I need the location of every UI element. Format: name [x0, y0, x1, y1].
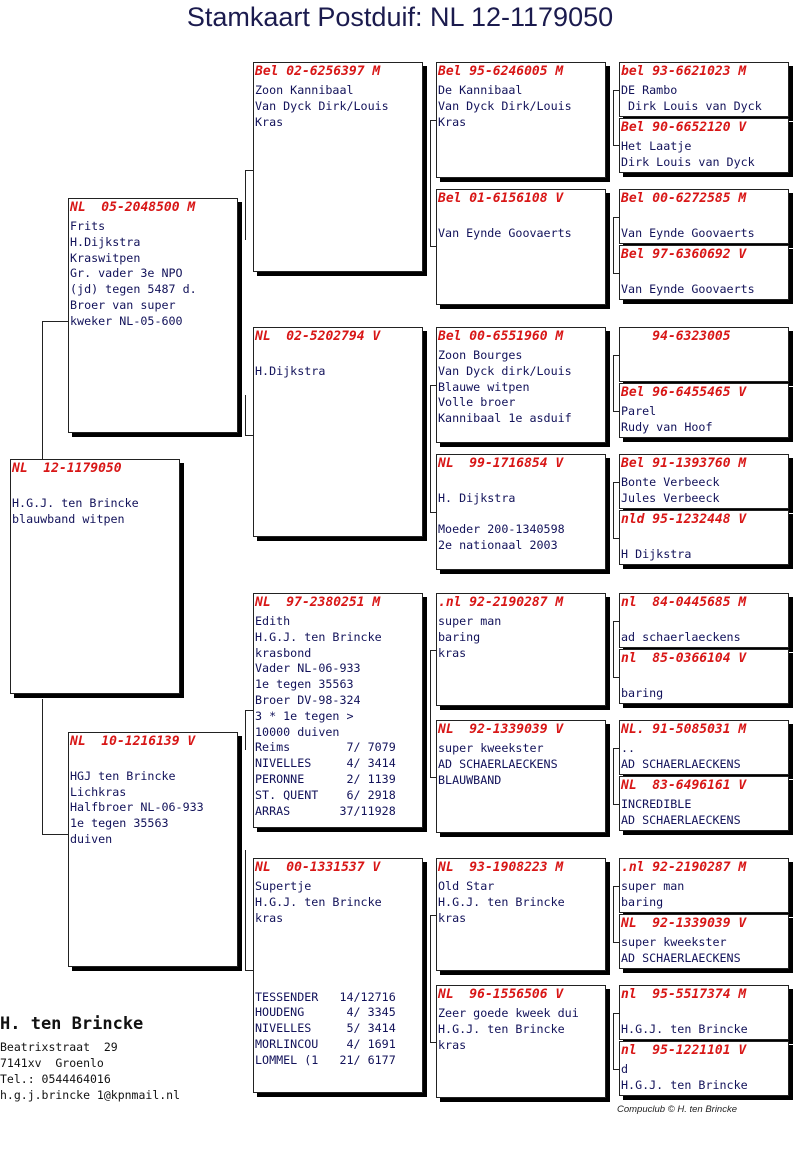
- pedigree-line: NIVELLES 4/ 3414: [255, 756, 396, 771]
- pedigree-line: duiven: [70, 832, 113, 846]
- pigeon-card-g2-ff: [253, 62, 423, 272]
- pigeon-card-g1-mother: [68, 732, 238, 967]
- connector-line: [430, 120, 436, 121]
- ring-number: Bel 00-6551960 M: [438, 329, 564, 344]
- connector-line: [245, 170, 253, 171]
- connector-line: [245, 170, 246, 240]
- pedigree-line: Frits: [70, 219, 106, 233]
- pedigree-line: Moeder 200-1340598: [438, 522, 565, 537]
- pedigree-line: super man: [438, 614, 502, 628]
- ring-number: NL 83-6496161 V: [621, 778, 747, 793]
- connector-line: [430, 120, 431, 246]
- connector-line: [430, 777, 436, 778]
- pedigree-line: blauwband witpen: [12, 511, 125, 526]
- pedigree-line: Dirk Louis van Dyck: [621, 154, 755, 169]
- ring-number: nld 95-1232448 V: [621, 512, 747, 527]
- connector-line: [613, 355, 619, 356]
- pedigree-line: TESSENDER 14/12716: [255, 989, 396, 1004]
- pedigree-line: 1e tegen 35563: [70, 816, 169, 831]
- pedigree-line: H.G.J. ten Brincke: [12, 495, 139, 510]
- pedigree-line: H.Dijkstra: [255, 363, 326, 378]
- connector-line: [613, 482, 614, 538]
- pigeon-card-g3-mmm: [436, 985, 606, 1098]
- pigeon-card-g3-fmm: [436, 454, 606, 570]
- connector-line: [430, 512, 436, 513]
- pedigree-line: HOUDENG 4/ 3345: [255, 1005, 396, 1020]
- pedigree-line: AD SCHAERLAECKENS: [621, 812, 741, 827]
- pedigree-line: Van Dyck Dirk/Louis: [438, 98, 572, 113]
- pigeon-card-g3-mfm: [436, 720, 606, 833]
- pedigree-line: Van Dyck Dirk/Louis: [255, 98, 389, 113]
- pedigree-line: AD SCHAERLAECKENS: [621, 950, 741, 965]
- pedigree-line: Van Dyck dirk/Louis: [438, 363, 572, 378]
- pigeon-card-g4-6: [619, 383, 789, 438]
- ring-number: 94-6323005: [621, 329, 731, 344]
- pedigree-line: ..: [621, 741, 636, 755]
- pedigree-line: LOMMEL (1 21/ 6177: [255, 1052, 396, 1067]
- pedigree-line: PERONNE 2/ 1139: [255, 772, 396, 786]
- pigeon-card-g4-5: [619, 327, 789, 382]
- ring-number: NL 96-1556506 V: [438, 987, 564, 1002]
- ring-number: bel 93-6621023 M: [621, 64, 747, 79]
- pigeon-card-subject: [10, 459, 180, 694]
- connector-line: [613, 273, 619, 274]
- ring-number: nl 84-0445685 M: [621, 595, 747, 610]
- pedigree-line: Halfbroer NL-06-933: [70, 800, 204, 815]
- pigeon-card-g4-2: [619, 118, 789, 173]
- pedigree-line: 3 * 1e tegen >: [255, 708, 354, 723]
- pigeon-card-g2-mf: [253, 593, 423, 828]
- pigeon-card-g4-9: [619, 593, 789, 648]
- connector-line: [613, 748, 619, 749]
- pigeon-card-g3-fff: [436, 62, 606, 178]
- pedigree-line: H Dijkstra: [621, 546, 692, 561]
- pigeon-card-g3-fmf: [436, 327, 606, 443]
- pedigree-line: NIVELLES 5/ 3414: [255, 1021, 396, 1036]
- pedigree-line: 1e tegen 35563: [255, 677, 354, 692]
- pedigree-line: (jd) tegen 5487 d.: [70, 282, 197, 297]
- pigeon-card-g3-mff: [436, 593, 606, 706]
- pedigree-line: H.G.J. ten Brincke: [621, 1077, 748, 1092]
- pedigree-line: 10000 duiven: [255, 724, 340, 739]
- ring-number: Bel 95-6246005 M: [438, 64, 564, 79]
- owner-name: H. ten Brincke: [0, 1014, 144, 1034]
- pedigree-line: Old Star: [438, 879, 495, 893]
- pigeon-card-g4-16: [619, 1041, 789, 1096]
- connector-line: [613, 90, 619, 91]
- ring-number: NL 99-1716854 V: [438, 456, 564, 471]
- connector-line: [430, 915, 436, 916]
- pigeon-card-g1-father: [68, 198, 238, 433]
- ring-number: Bel 00-6272585 M: [621, 191, 747, 206]
- pedigree-line: INCREDIBLE: [621, 797, 692, 811]
- pigeon-card-g4-3: [619, 189, 789, 244]
- ring-number: Bel 96-6455465 V: [621, 385, 747, 400]
- pigeon-card-g2-mm: [253, 858, 423, 1093]
- connector-line: [613, 1013, 614, 1069]
- pedigree-line: Gr. vader 3e NPO: [70, 266, 183, 281]
- pedigree-line: H.G.J. ten Brincke: [438, 1021, 565, 1036]
- ring-number: Bel 02-6256397 M: [255, 64, 381, 79]
- pedigree-line: d: [621, 1062, 629, 1076]
- pedigree-line: Zoon Bourges: [438, 348, 523, 362]
- pedigree-line: H. Dijkstra: [438, 490, 516, 505]
- pedigree-line: AD SCHAERLAECKENS: [438, 756, 558, 771]
- ring-number: NL 97-2380251 M: [255, 595, 381, 610]
- pigeon-card-g4-4: [619, 245, 789, 300]
- pedigree-line: Kannibaal 1e asduif: [438, 411, 572, 426]
- pedigree-line: baring: [621, 894, 664, 909]
- pedigree-line: Jules Verbeeck: [621, 490, 720, 505]
- pedigree-line: Blauwe witpen: [438, 379, 530, 394]
- connector-line: [613, 217, 619, 218]
- pedigree-line: Broer DV-98-324: [255, 693, 361, 707]
- connector-line: [245, 850, 246, 970]
- pedigree-line: Edith: [255, 614, 291, 628]
- pedigree-line: Volle broer: [438, 395, 516, 410]
- ring-number: nl 85-0366104 V: [621, 651, 747, 666]
- connector-line: [613, 1069, 619, 1070]
- ring-number: Bel 91-1393760 M: [621, 456, 747, 471]
- connector-line: [42, 321, 43, 459]
- pigeon-card-g4-13: [619, 858, 789, 913]
- connector-line: [42, 699, 43, 835]
- connector-line: [430, 650, 431, 777]
- pedigree-line: Vader NL-06-933: [255, 661, 361, 676]
- ring-number: nl 95-5517374 M: [621, 987, 747, 1002]
- connector-line: [613, 942, 619, 943]
- connector-line: [613, 217, 614, 273]
- pedigree-line: kras: [255, 910, 284, 925]
- pedigree-line: ARRAS 37/11928: [255, 803, 396, 818]
- ring-number: NL 92-1339039 V: [438, 722, 564, 737]
- pigeon-card-g2-fm: [253, 327, 423, 537]
- owner-email: h.g.j.brincke 1@kpnmail.nl: [0, 1088, 181, 1102]
- connector-line: [245, 710, 246, 750]
- pedigree-line: super kweekster: [621, 935, 727, 949]
- pedigree-line: Broer van super: [70, 298, 176, 312]
- page-title: Stamkaart Postduif: NL 12-1179050: [186, 2, 614, 32]
- connector-line: [430, 650, 436, 651]
- connector-line: [613, 1013, 619, 1014]
- connector-line: [613, 355, 614, 411]
- connector-line: [613, 411, 619, 412]
- pedigree-line: kras: [438, 645, 467, 660]
- pigeon-card-g4-1: [619, 62, 789, 117]
- ring-number: NL 92-1339039 V: [621, 916, 747, 931]
- ring-number: Bel 90-6652120 V: [621, 120, 747, 135]
- connector-line: [613, 886, 619, 887]
- connector-line: [613, 621, 614, 677]
- ring-number: NL 10-1216139 V: [70, 734, 196, 749]
- pedigree-line: Van Eynde Goovaerts: [621, 225, 755, 240]
- pedigree-line: super kweekster: [438, 741, 544, 755]
- owner-phone: Tel.: 0544464016: [0, 1072, 111, 1086]
- pedigree-line: Parel: [621, 404, 657, 418]
- connector-line: [245, 970, 253, 971]
- pedigree-line: MORLINCOU 4/ 1691: [255, 1037, 396, 1051]
- connector-line: [42, 834, 68, 835]
- pedigree-line: kweker NL-05-600: [70, 313, 183, 328]
- pedigree-line: Zeer goede kweek dui: [438, 1006, 579, 1020]
- pedigree-line: ST. QUENT 6/ 2918: [255, 787, 396, 802]
- connector-line: [245, 395, 246, 435]
- connector-line: [430, 246, 436, 247]
- pedigree-line: H.G.J. ten Brincke: [621, 1021, 748, 1036]
- connector-line: [430, 385, 436, 386]
- ring-number: nl 95-1221101 V: [621, 1043, 747, 1058]
- pigeon-card-g4-7: [619, 454, 789, 509]
- connector-line: [613, 886, 614, 942]
- connector-line: [245, 710, 253, 711]
- connector-line: [613, 482, 619, 483]
- owner-city: 7141xv Groenlo: [0, 1056, 104, 1070]
- ring-number: NL 05-2048500 M: [70, 200, 196, 215]
- owner-address: Beatrixstraat 29: [0, 1040, 118, 1054]
- pigeon-card-g4-8: [619, 510, 789, 565]
- pedigree-line: Lichkras: [70, 784, 127, 799]
- pedigree-line: Supertje: [255, 879, 312, 893]
- pigeon-card-g4-15: [619, 985, 789, 1040]
- pedigree-line: H.G.J. ten Brincke: [255, 629, 382, 644]
- pedigree-line: Rudy van Hoof: [621, 419, 713, 434]
- ring-number: Bel 01-6156108 V: [438, 191, 564, 206]
- footer-credit: Compuclub © H. ten Brincke: [617, 1104, 737, 1115]
- connector-line: [613, 538, 619, 539]
- pedigree-line: Kras: [438, 114, 467, 129]
- connector-line: [430, 915, 431, 1042]
- connector-line: [613, 677, 619, 678]
- connector-line: [613, 748, 614, 804]
- pedigree-line: Kras: [255, 114, 284, 129]
- pedigree-line: Kraswitpen: [70, 250, 141, 265]
- ring-number: NL 00-1331537 V: [255, 860, 381, 875]
- pedigree-line: Zoon Kannibaal: [255, 83, 354, 97]
- ring-number: Bel 97-6360692 V: [621, 247, 747, 262]
- pedigree-line: 2e nationaal 2003: [438, 538, 558, 553]
- connector-line: [42, 321, 68, 322]
- pigeon-card-g4-12: [619, 776, 789, 831]
- pedigree-line: kras: [438, 1037, 467, 1052]
- pigeon-card-g4-11: [619, 720, 789, 775]
- connector-line: [613, 621, 619, 622]
- pedigree-line: baring: [621, 685, 664, 700]
- connector-line: [613, 145, 619, 146]
- pedigree-line: super man: [621, 879, 685, 893]
- pedigree-line: BLAUWBAND: [438, 772, 502, 787]
- ring-number: NL 93-1908223 M: [438, 860, 564, 875]
- pedigree-line: AD SCHAERLAECKENS: [621, 756, 741, 771]
- ring-number: .nl 92-2190287 M: [621, 860, 747, 875]
- ring-number: NL 02-5202794 V: [255, 329, 381, 344]
- ring-number: NL 12-1179050: [12, 461, 122, 476]
- pedigree-line: krasbond: [255, 645, 312, 660]
- connector-line: [430, 385, 431, 512]
- pedigree-line: DE Rambo: [621, 83, 678, 97]
- pedigree-line: ad schaerlaeckens: [621, 629, 741, 644]
- pigeon-card-g4-10: [619, 649, 789, 704]
- connector-line: [613, 804, 619, 805]
- pedigree-line: H.G.J. ten Brincke: [255, 894, 382, 909]
- pigeon-card-g3-ffm: [436, 189, 606, 305]
- pigeon-card-g4-14: [619, 914, 789, 969]
- pedigree-line: HGJ ten Brincke: [70, 768, 176, 783]
- connector-line: [245, 435, 253, 436]
- pedigree-line: H.Dijkstra: [70, 234, 141, 249]
- ring-number: NL. 91-5085031 M: [621, 722, 747, 737]
- connector-line: [613, 90, 614, 145]
- ring-number: .nl 92-2190287 M: [438, 595, 564, 610]
- pigeon-card-g3-mmf: [436, 858, 606, 971]
- pedigree-line: Reims 7/ 7079: [255, 740, 396, 755]
- pedigree-line: Het Laatje: [621, 139, 692, 153]
- pedigree-line: kras: [438, 910, 467, 925]
- pedigree-line: De Kannibaal: [438, 83, 523, 97]
- pedigree-line: H.G.J. ten Brincke: [438, 894, 565, 909]
- pedigree-line: Bonte Verbeeck: [621, 475, 720, 489]
- pedigree-line: Van Eynde Goovaerts: [621, 281, 755, 296]
- pedigree-line: baring: [438, 629, 481, 644]
- pedigree-line: Dirk Louis van Dyck: [621, 98, 762, 113]
- connector-line: [430, 1042, 436, 1043]
- pedigree-line: Van Eynde Goovaerts: [438, 225, 572, 240]
